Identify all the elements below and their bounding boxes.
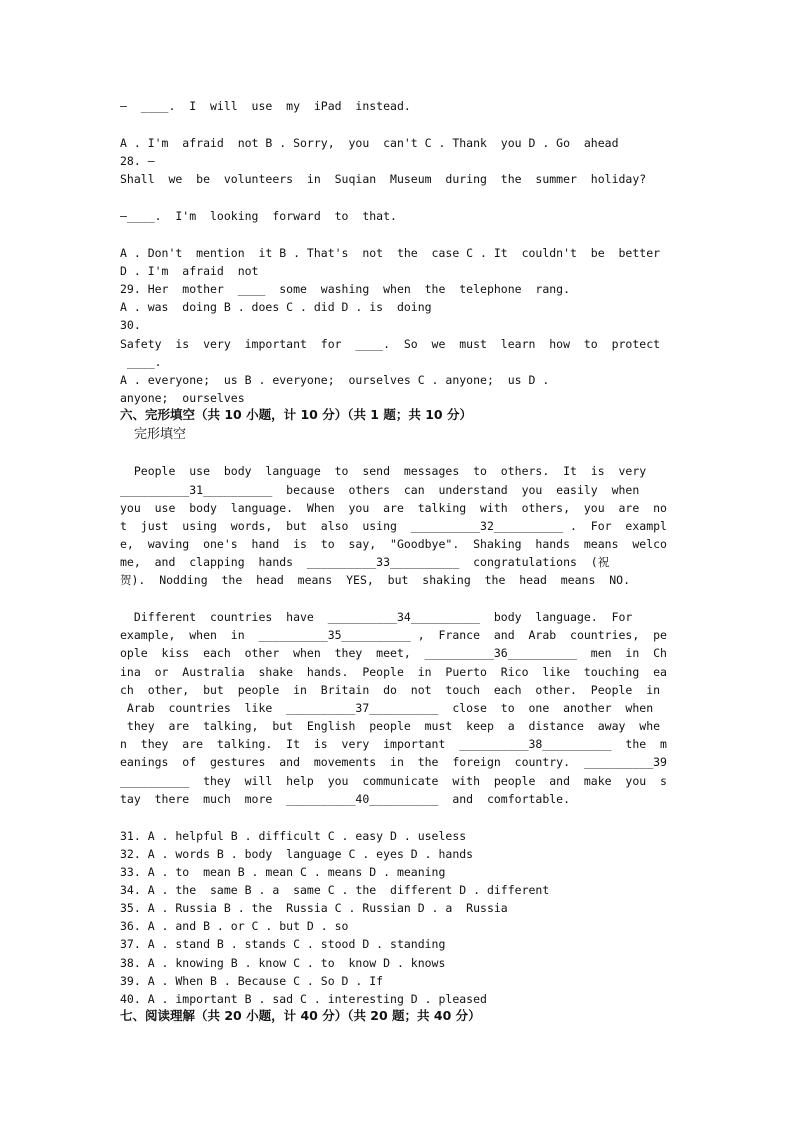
passage-line: Arab countries like __________37__________ close to one another when — [120, 701, 654, 715]
option-line: 36. A . and B . or C . but D . so — [120, 919, 349, 933]
option-line: 40. A . important B . sad C . interesting D . pleased — [120, 992, 487, 1006]
section-six-subheading: 完形填空 — [134, 427, 187, 442]
passage-line: Different countries have __________34__________ body language. For — [120, 610, 633, 624]
option-line: 38. A . knowing B . know C . to know D . knows — [120, 956, 446, 970]
option-line: 39. A . When B . Because C . So D . If — [120, 974, 384, 988]
passage-line: t just using words, but also using __________32__________ . For exampl — [120, 519, 667, 533]
question-line: — ____. I will use my iPad instead. — [120, 99, 411, 113]
passage-line: __________31__________ because others can understand you easily when — [120, 483, 640, 497]
question-line: 28. — — [120, 154, 155, 168]
option-line: 35. A . Russia B . the Russia C . Russian D . a Russia — [120, 901, 508, 915]
passage-line: ch other, but people in Britain do not touch each other. People in — [120, 683, 661, 697]
question-line: Shall we be volunteers in Suqian Museum during the summer holiday? — [120, 172, 647, 186]
passage-line: tay there much more __________40__________ and comfortable. — [120, 792, 571, 806]
passage-line: eanings of gestures and movements in the foreign country. __________39 — [120, 755, 667, 769]
passage-line: example, when in __________35__________ , France and Arab countries, pe — [120, 628, 667, 642]
option-line: 34. A . the same B . a same C . the different D . different — [120, 883, 550, 897]
option-line: 33. A . to mean B . mean C . means D . meaning — [120, 865, 446, 879]
passage-line: 贺). Nodding the head means YES, but shaking the head means NO. — [120, 573, 630, 587]
question-line: A . everyone; us B . everyone; ourselves C . anyone; us D . — [120, 373, 550, 387]
passage-line: __________ they will help you communicate with people and make you s — [120, 774, 667, 788]
passage-line: you use body language. When you are talking with others, you are no — [120, 501, 667, 515]
passage-line: People use body language to send messages to others. It is very — [120, 464, 647, 478]
question-line: anyone; ourselves — [120, 391, 245, 405]
question-line: A . Don't mention it B . That's not the case C . It couldn't be better — [120, 246, 661, 260]
question-line: A . I'm afraid not B . Sorry, you can't C . Thank you D . Go ahead — [120, 136, 619, 150]
question-line: ____. — [120, 355, 162, 369]
question-line: 30. — [120, 318, 141, 332]
passage-line: ople kiss each other when they meet, __________36__________ men in Ch — [120, 646, 667, 660]
question-line: 29. Her mother ____ some washing when the telephone rang. — [120, 282, 571, 296]
section-six-heading: 六、完形填空（共 10 小题，计 10 分）（共 1 题；共 10 分） — [120, 407, 472, 422]
passage-line: me, and clapping hands __________33__________ congratulations (祝 — [120, 555, 610, 569]
question-line: —____. I'm looking forward to that. — [120, 209, 397, 223]
passage-line: ina or Australia shake hands. People in Puerto Rico like touching ea — [120, 665, 667, 679]
section-seven-heading: 七、阅读理解（共 20 小题，计 40 分）（共 20 题；共 40 分） — [120, 1008, 481, 1023]
option-line: 32. A . words B . body language C . eyes D . hands — [120, 847, 474, 861]
passage-line: n they are talking. It is very important __________38__________ the m — [120, 737, 667, 751]
question-line: Safety is very important for ____. So we must learn how to protect — [120, 337, 661, 351]
option-line: 37. A . stand B . stands C . stood D . standing — [120, 937, 446, 951]
option-line: 31. A . helpful B . difficult C . easy D . useless — [120, 829, 467, 843]
question-line: A . was doing B . does C . did D . is doing — [120, 300, 432, 314]
passage-line: they are talking, but English people must keep a distance away whe — [120, 719, 661, 733]
passage-line: e, waving one's hand is to say, "Goodbye". Shaking hands means welco — [120, 537, 667, 551]
question-line: D . I'm afraid not — [120, 264, 259, 278]
